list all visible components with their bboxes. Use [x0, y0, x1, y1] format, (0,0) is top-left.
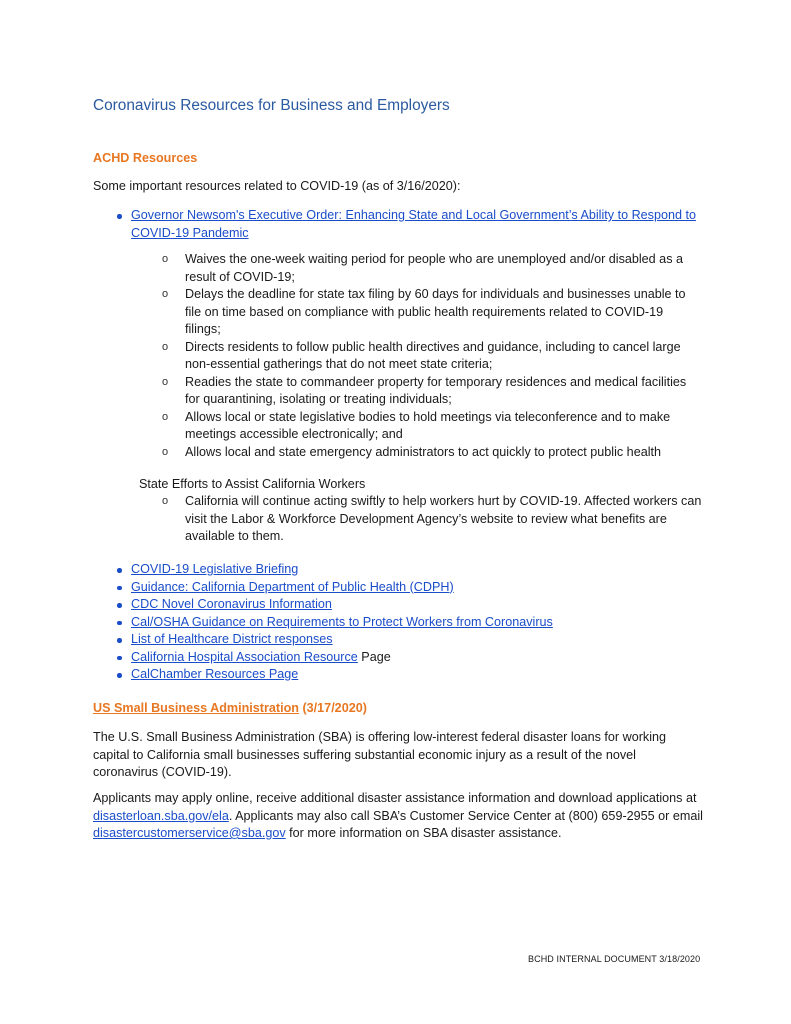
link-healthcare-district[interactable]: List of Healthcare District responses — [131, 632, 333, 646]
sub-item: o Allows local or state legislative bodies to hold meetings via teleconference and to make meetings accessible electronically; and — [162, 409, 702, 444]
sba-paragraph-1: The U.S. Small Business Administration (SBA) is offering low-interest federal disaster loans for working capital to California small businesses suffering substantial economic injury as a result of the novel coronavirus (COVID-19). — [93, 730, 667, 779]
achd-heading: ACHD Resources — [93, 151, 198, 165]
link-calchamber[interactable]: CalChamber Resources Page — [131, 667, 299, 681]
list-item — [115, 207, 705, 242]
link-cdph-guidance[interactable]: Guidance: California Department of Public Health (CDPH) — [131, 579, 454, 594]
disasterloan-link[interactable]: disasterloan.sba.gov/ela — [93, 808, 229, 823]
sub-item: o Readies the state to commandeer property for temporary residences and medical facilities for quarantining, isolating or treating individuals; — [162, 374, 702, 409]
list-item — [115, 561, 715, 579]
list-item — [115, 579, 715, 597]
link-cdc-info[interactable]: CDC Novel Coronavirus Information — [131, 597, 332, 611]
state-efforts-sublist — [162, 493, 702, 546]
list-item — [115, 596, 715, 614]
list-item — [115, 614, 715, 632]
link-legislative-briefing[interactable]: COVID-19 Legislative Briefing — [131, 562, 299, 576]
exec-order-list — [115, 207, 705, 242]
sub-item: o Allows local and state emergency administrators to act quickly to protect public health — [162, 444, 702, 462]
sub-item: o Waives the one-week waiting period for people who are unemployed and/or disabled as a result of COVID-19; — [162, 251, 702, 286]
sba-heading — [93, 700, 367, 718]
para-text: . Applicants may also call SBA’s Customer Service Center at (800) 659-2955 or email — [228, 808, 703, 823]
list-item — [115, 666, 715, 684]
state-efforts-label: State Efforts to Assist California Workers — [139, 477, 366, 491]
exec-order-sublist — [162, 251, 702, 461]
list-item — [115, 649, 715, 667]
exec-order-link[interactable]: Governor Newsom's Executive Order: Enhancing State and Local Government’s Ability to Respond to COVID-19 Pandemic — [131, 208, 696, 240]
sub-item: o Delays the deadline for state tax filing by 60 days for individuals and businesses unable to file on time based on compliance with public health requirements related to COVID-19 filings; — [162, 286, 702, 339]
email-link[interactable]: disastercustomerservice@sba.gov — [93, 826, 286, 840]
achd-intro: Some important resources related to COVID-19 (as of 3/16/2020): — [93, 179, 461, 193]
link-suffix: Page — [357, 649, 391, 664]
link-calosha-guidance[interactable]: Cal/OSHA Guidance on Requirements to Protect Workers from Coronavirus — [131, 614, 553, 629]
para-text: Applicants may apply online, receive additional disaster assistance information and download applications at — [93, 791, 697, 805]
resource-links-list — [115, 561, 715, 684]
sba-heading-date: (3/17/2020) — [298, 701, 367, 715]
sub-item: o California will continue acting swiftly to help workers hurt by COVID-19. Affected workers can visit the Labor & Workforce Development Agency’s website to review what benefits are available to them. — [162, 493, 702, 546]
sub-item: o Directs residents to follow public health directives and guidance, including to cancel large non-essential gatherings that do not meet state criteria; — [162, 339, 702, 374]
list-item — [115, 631, 715, 649]
footer-label: BCHD INTERNAL DOCUMENT 3/18/2020 — [528, 954, 701, 964]
page-title: Coronavirus Resources for Business and Employers — [93, 97, 450, 114]
sba-paragraph-2 — [93, 790, 703, 843]
link-cha-resource[interactable]: California Hospital Association Resource — [131, 649, 358, 664]
para-text: for more information on SBA disaster assistance. — [285, 826, 562, 840]
sba-heading-link[interactable]: US Small Business Administration — [93, 701, 299, 715]
